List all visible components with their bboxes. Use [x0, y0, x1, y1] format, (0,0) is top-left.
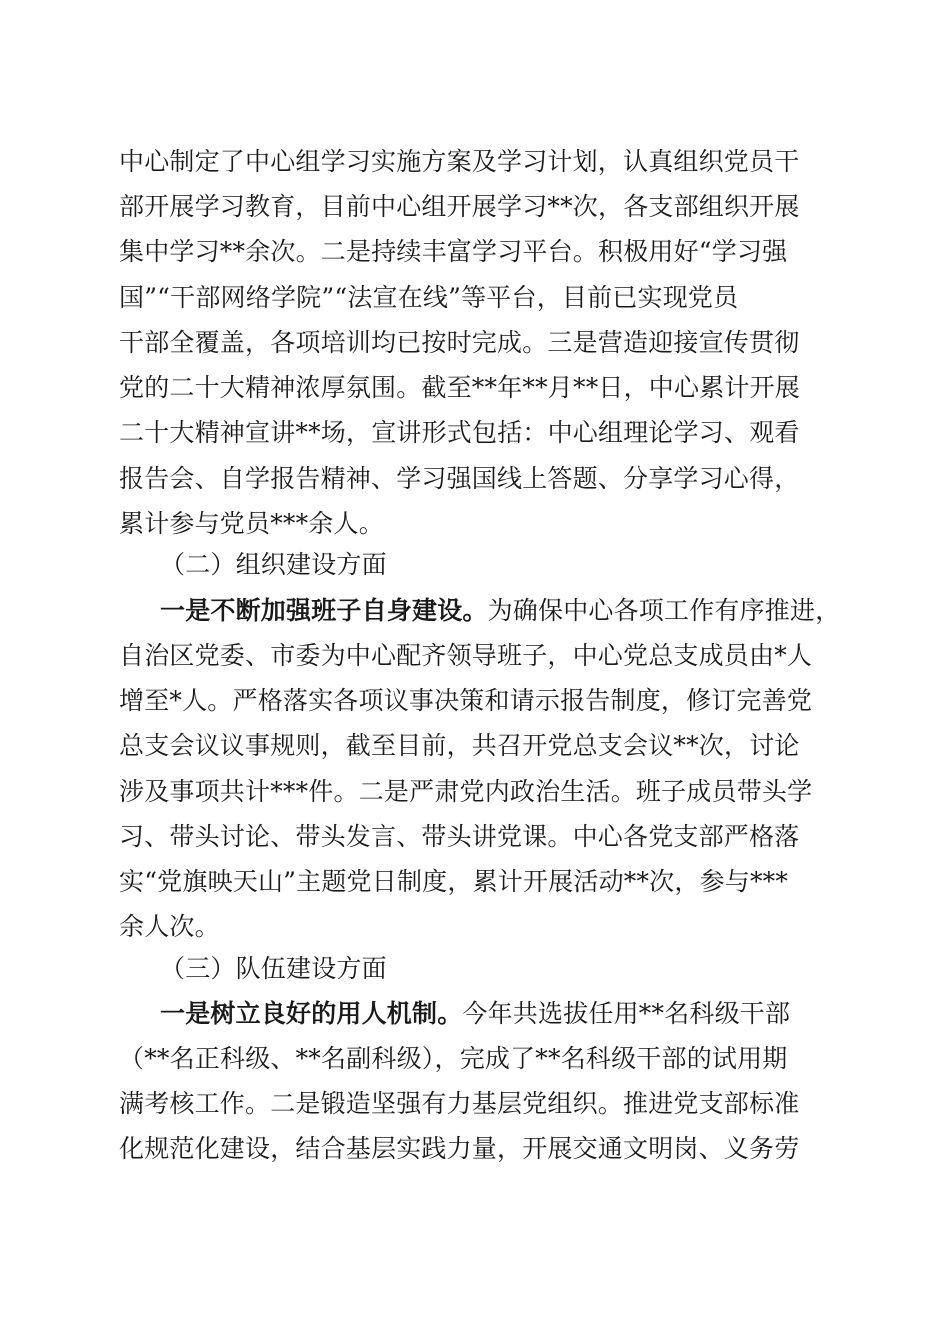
paragraph-line-rest: 今年共选拔任用**名科级干部: [462, 999, 791, 1028]
paragraph-line: 实“党旗映天山”主题党日制度，累计开展活动**次，参与***: [119, 867, 789, 896]
paragraph-line: 增至*人。严格落实各项议事决策和请示报告制度，修订完善党: [119, 686, 813, 715]
paragraph-line: 总支会议议事规则，截至目前，共召开党总支会议**次，讨论: [119, 731, 800, 760]
paragraph-line: 余人次。: [119, 912, 220, 941]
paragraph-line: 习、带头讨论、带头发言、带头讲党课。中心各党支部严格落: [119, 822, 800, 851]
paragraph-line: 累计参与党员***余人。: [119, 509, 384, 538]
paragraph-line: 干部全覆盖，各项培训均已按时完成。三是营造迎接宣传贯彻: [119, 328, 800, 357]
paragraph-line: 党的二十大精神浓厚氛围。截至**年**月**日，中心累计开展: [119, 373, 801, 402]
paragraph-first-line: [160, 999, 840, 1029]
section-heading-team: （三）队伍建设方面: [160, 954, 387, 983]
lead-sentence: 一是不断加强班子自身建设。: [160, 596, 488, 625]
paragraph-first-line: [160, 596, 840, 626]
paragraph-line: 部开展学习教育，目前中心组开展学习**次，各支部组织开展: [119, 192, 800, 221]
paragraph-line: 国”“干部网络学院”“法宣在线”等平台，目前已实现党员: [119, 283, 739, 312]
paragraph-line: 涉及事项共计***件。二是严肃党内政治生活。班子成员带头学: [119, 777, 813, 806]
paragraph-line: 集中学习**余次。二是持续丰富学习平台。积极用好“学习强: [119, 237, 788, 266]
paragraph-line: 满考核工作。二是锻造坚强有力基层党组织。推进党支部标准: [119, 1089, 800, 1118]
paragraph-line: （**名正科级、**名副科级），完成了**名科级干部的试用期: [119, 1044, 788, 1073]
section-heading-organization: （二）组织建设方面: [160, 550, 387, 579]
paragraph-line: 报告会、自学报告精神、学习强国线上答题、分享学习心得，: [119, 464, 800, 493]
paragraph-line: 自治区党委、市委为中心配齐领导班子，中心党总支成员由*人: [119, 641, 813, 670]
lead-sentence: 一是树立良好的用人机制。: [160, 999, 463, 1028]
paragraph-line: 中心制定了中心组学习实施方案及学习计划，认真组织党员干: [119, 147, 800, 176]
paragraph-line-rest: 为确保中心各项工作有序推进，: [487, 596, 841, 625]
paragraph-line: 化规范化建设，结合基层实践力量，开展交通文明岗、义务劳: [119, 1134, 800, 1163]
paragraph-line: 二十大精神宣讲**场，宣讲形式包括：中心组理论学习、观看: [119, 418, 800, 447]
